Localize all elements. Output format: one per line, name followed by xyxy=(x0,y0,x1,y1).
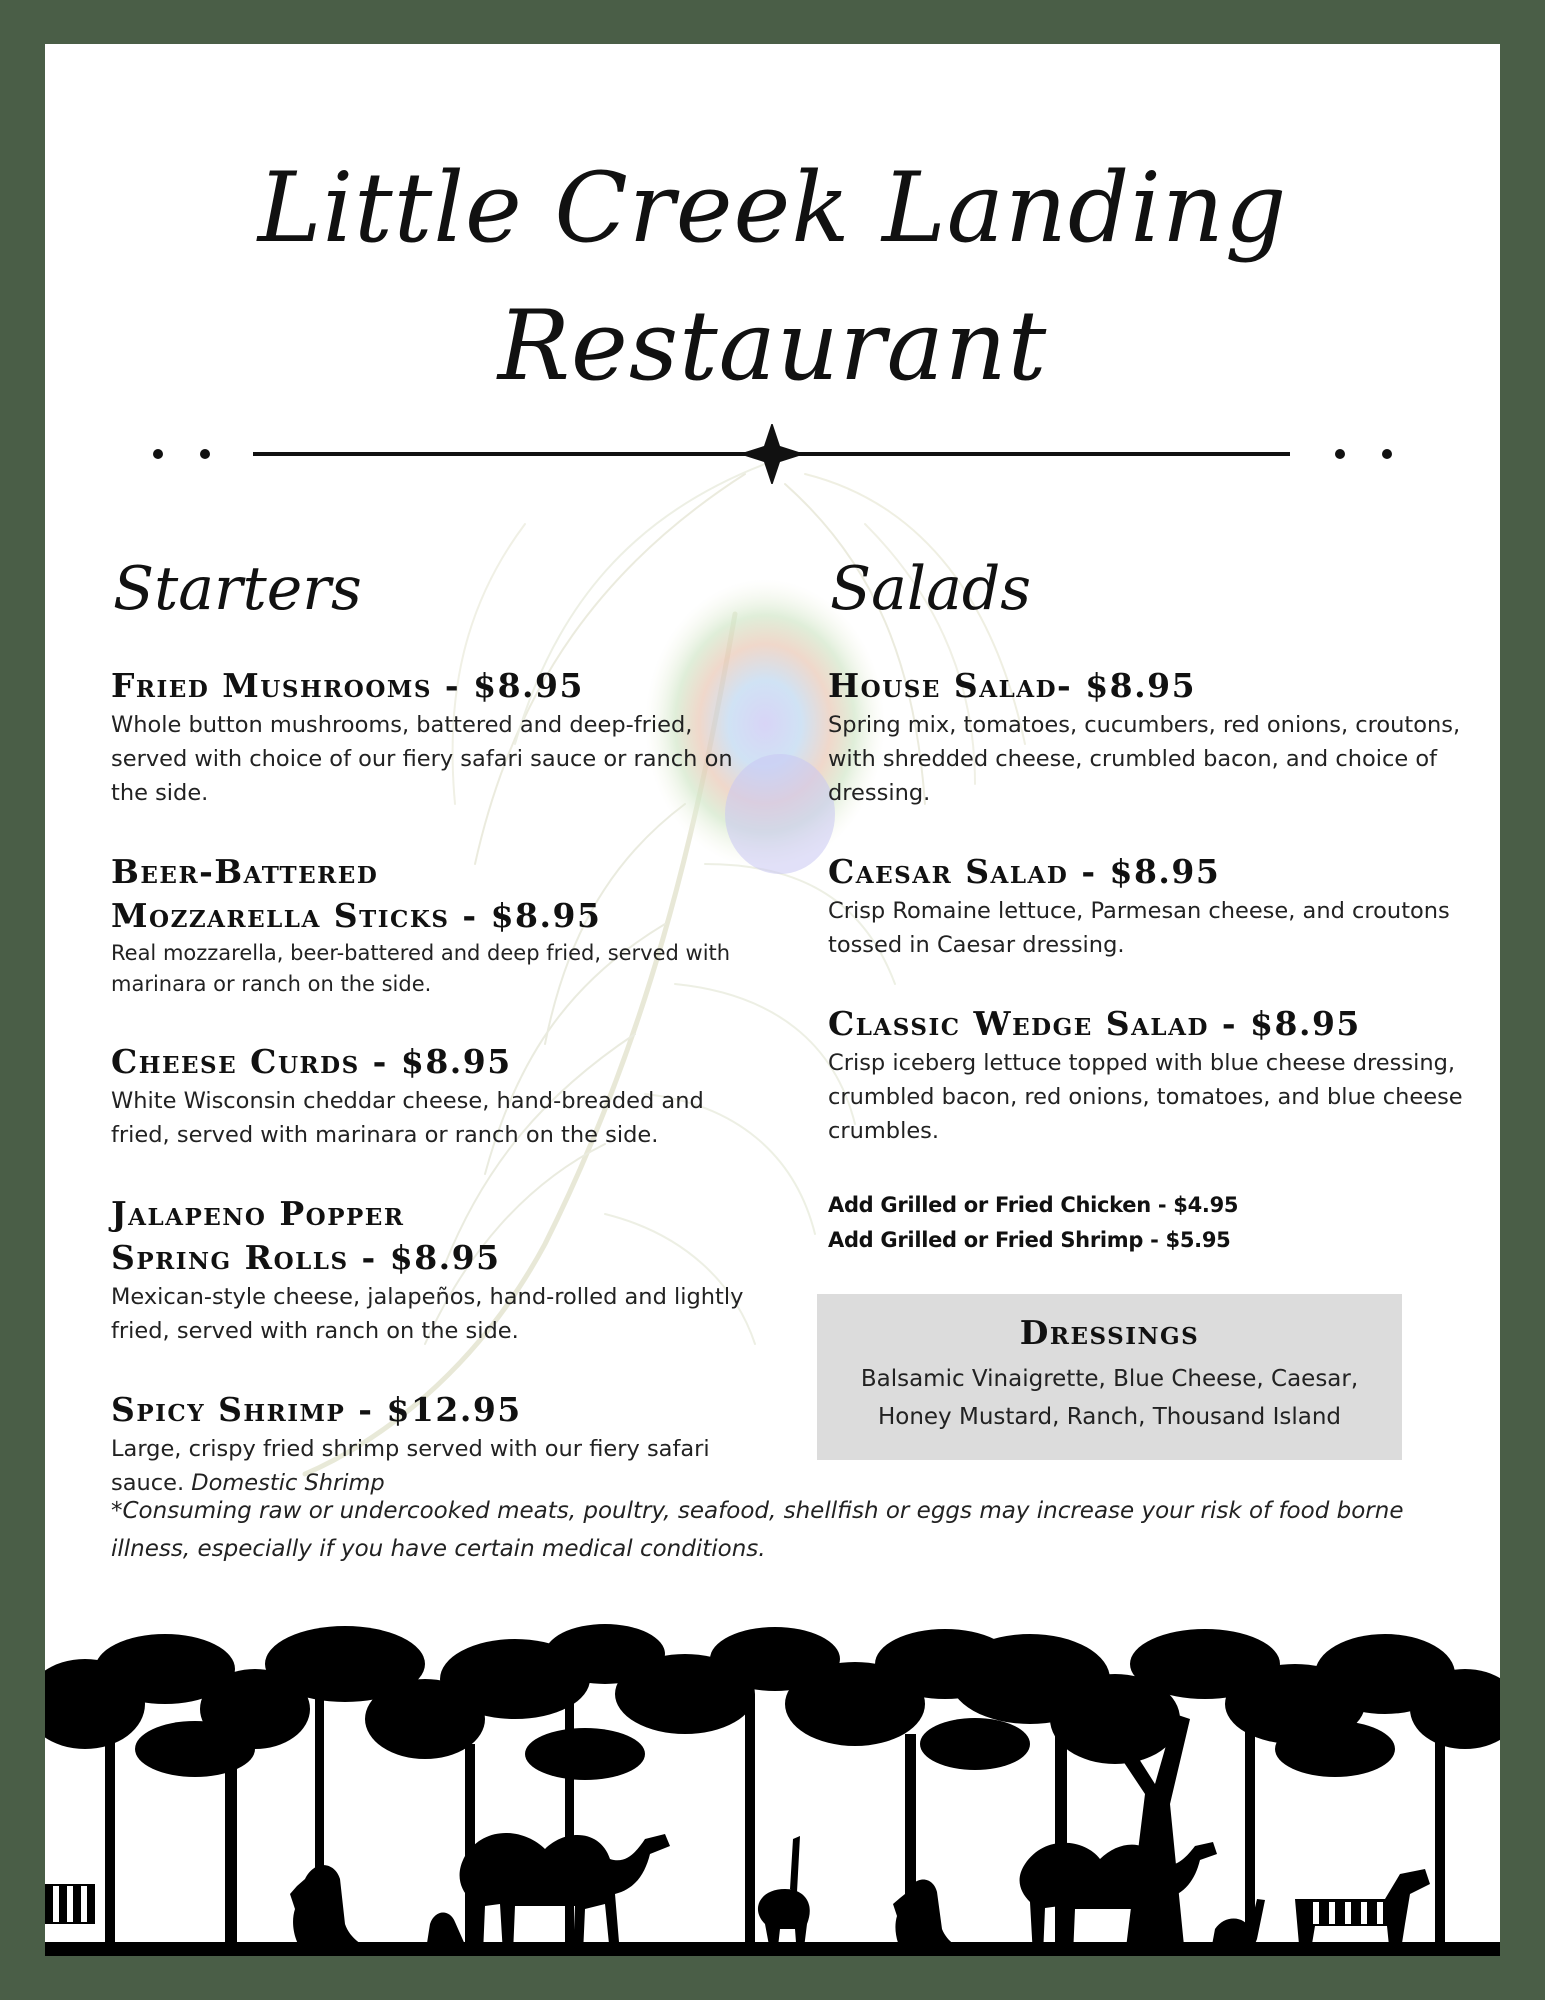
menu-item-fried-mushrooms xyxy=(111,664,751,810)
ornamental-divider xyxy=(45,424,1500,484)
addon-shrimp: Add Grilled or Fried Shrimp - $5.95 xyxy=(828,1228,1231,1252)
item-description: Spring mix, tomatoes, cucumbers, red onions, croutons, with shredded cheese, crumbled bacon, and choice of dressing. xyxy=(828,712,1461,806)
dressings-list-line-2: Honey Mustard, Ranch, Thousand Island xyxy=(877,1404,1342,1430)
item-name: Classic Wedge Salad - $8.95 xyxy=(828,1004,1361,1043)
restaurant-title xyxy=(45,139,1500,415)
starters-section xyxy=(111,554,751,1540)
item-name: Spicy Shrimp - $12.95 xyxy=(111,1390,522,1429)
menu-item-spicy-shrimp xyxy=(111,1388,751,1500)
starters-heading: Starters xyxy=(113,554,362,624)
item-description: Crisp iceberg lettuce topped with blue cheese dressing, crumbled bacon, red onions, tomatoes, and blue cheese crumbles. xyxy=(828,1050,1463,1144)
item-name-line-2: Mozzarella Sticks - $8.95 xyxy=(111,896,602,935)
item-description-text: Large, crispy fried shrimp served with our fiery safari sauce. xyxy=(111,1436,710,1496)
item-description: Crisp Romaine lettuce, Parmesan cheese, and croutons tossed in Caesar dressing. xyxy=(828,898,1450,958)
menu-item-jalapeno-spring-rolls xyxy=(111,1192,751,1348)
menu-page xyxy=(45,44,1500,1956)
menu-item-caesar-salad xyxy=(828,850,1478,962)
item-name: Cheese Curds - $8.95 xyxy=(111,1042,512,1081)
item-description xyxy=(111,1432,751,1500)
salads-section xyxy=(828,554,1478,1460)
safari-animal-silhouette xyxy=(45,1624,1500,1956)
item-note: Domestic Shrimp xyxy=(191,1470,385,1496)
item-description: White Wisconsin cheddar cheese, hand-breaded and fried, served with marinara or ranch on the side. xyxy=(111,1088,704,1148)
item-name: Fried Mushrooms - $8.95 xyxy=(111,666,584,705)
menu-item-mozzarella-sticks xyxy=(111,850,751,1000)
four-point-star-icon xyxy=(739,424,805,484)
dressings-box xyxy=(817,1294,1402,1460)
salads-heading: Salads xyxy=(830,554,1032,624)
item-name-line-1: Beer-Battered xyxy=(111,852,379,891)
menu-item-house-salad xyxy=(828,664,1478,810)
item-name: House Salad- $8.95 xyxy=(828,666,1197,705)
item-description: Whole button mushrooms, battered and deep-fried, served with choice of our fiery safari sauce or ranch on the side. xyxy=(111,712,733,806)
addon-chicken: Add Grilled or Fried Chicken - $4.95 xyxy=(828,1193,1239,1217)
salad-addons xyxy=(828,1188,1478,1258)
title-line-2: Restaurant xyxy=(497,290,1048,402)
item-name-line-1: Jalapeno Popper xyxy=(111,1194,405,1233)
item-description: Real mozzarella, beer-battered and deep fried, served with marinara or ranch on the side. xyxy=(111,941,731,996)
food-safety-disclaimer: *Consuming raw or undercooked meats, poultry, seafood, shellfish or eggs may increase your risk of food borne illness, especially if you have certain medical conditions. xyxy=(111,1498,1404,1562)
dressings-title: Dressings xyxy=(1019,1313,1200,1352)
menu-item-wedge-salad xyxy=(828,1002,1478,1148)
menu-item-cheese-curds xyxy=(111,1040,751,1152)
title-line-1: Little Creek Landing xyxy=(257,152,1288,264)
item-description: Mexican-style cheese, jalapeños, hand-rolled and lightly fried, served with ranch on the side. xyxy=(111,1284,744,1344)
dressings-list-line-1: Balsamic Vinaigrette, Blue Cheese, Caesar, xyxy=(860,1366,1359,1392)
item-name-line-2: Spring Rolls - $8.95 xyxy=(111,1238,501,1277)
item-name: Caesar Salad - $8.95 xyxy=(828,852,1221,891)
